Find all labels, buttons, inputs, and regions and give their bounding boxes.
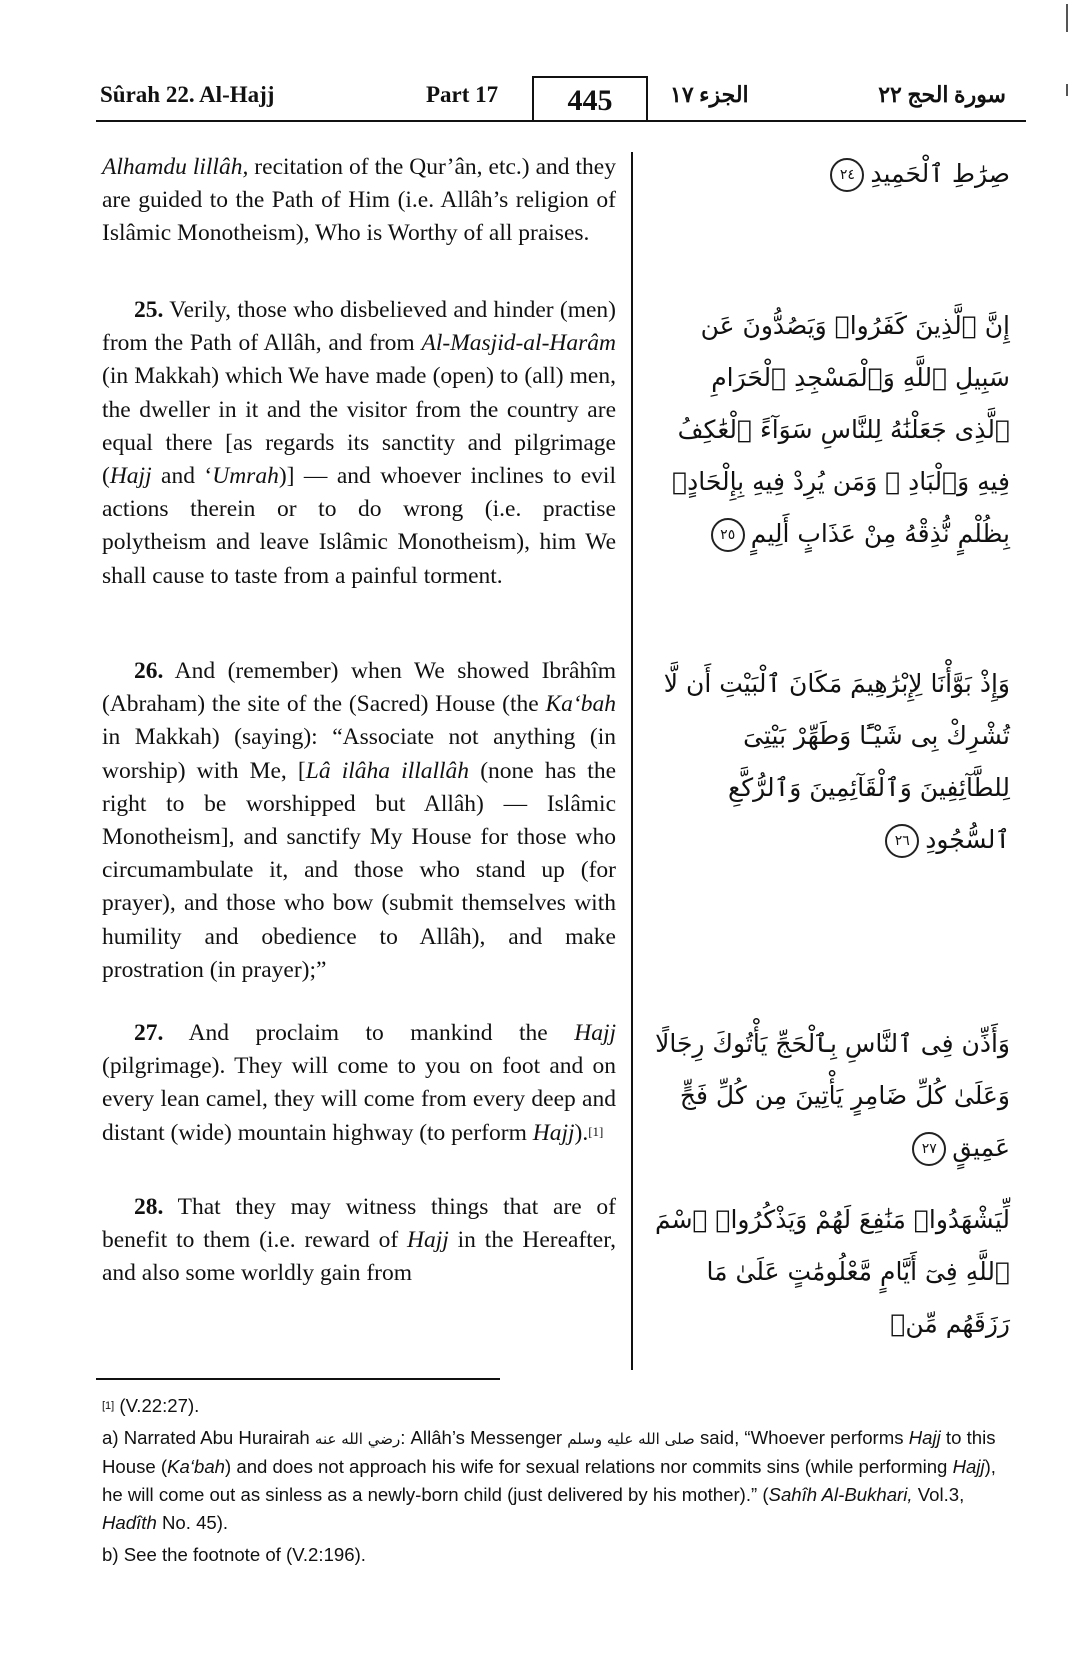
verse-text: (in Makkah) which We have made (open) to (all) men, the dweller in it and the visitor from the country are equal there [as regards its sanctity and pilgrimage ( (102, 363, 616, 490)
footnote-text: to this House ( (102, 1427, 996, 1477)
italic-term: Lâ ilâha illallâh (305, 757, 470, 784)
ayah-end-marker: ٢٧ (912, 1132, 946, 1166)
footnote-text: ), he will come out as sinless as a newly-born child (just delivered by his mother).” ( (102, 1456, 996, 1505)
verse-text: And proclaim to mankind the (163, 1020, 575, 1046)
footnote-reference: (V.22:27). (114, 1395, 200, 1416)
edge-mark (1066, 4, 1068, 32)
italic-term: Hadîth (102, 1512, 157, 1533)
verse-text: in Makkah) (saying): “Associate not anything (in worship) with Me, [ (102, 724, 616, 784)
verse-text: (pilgrimage). They will come to you on foot and on every lean camel, they will come from every deep and distant (wide) mountain highway (to perform (102, 1053, 616, 1146)
verse-28-ar (650, 1194, 1010, 1350)
ayah-end-marker: ٢٤ (830, 158, 864, 192)
italic-term: Hajj (109, 463, 152, 490)
arabic-verse-text: إِنَّ ٱلَّذِينَ كَفَرُوا۟ وَيَصُدُّونَ عَن سَبِيلِ ٱللَّهِ وَٱلْمَسْجِدِ ٱلْحَرَامِ ٱلَّذِى جَعَلْنَٰهُ لِلنَّاسِ سَوَآءً ٱلْعَٰكِفُ فِيهِ وَٱلْبَادِ ۚ وَمَن يُرِدْ فِيهِ بِإِلْحَادٍۭ بِظُلْمٍ نُّذِقْهُ مِنْ عَذَابٍ أَلِيمٍ (672, 311, 1010, 548)
footnote-a (102, 1424, 1014, 1537)
verse-26-ar (650, 658, 1010, 866)
verse-text: ). (574, 1119, 589, 1146)
italic-term: Hajj (532, 1119, 575, 1146)
footnote-ref[interactable]: [1] (588, 1123, 604, 1139)
part-label-en: Part 17 (426, 82, 499, 107)
arabic-verse-text: وَأَذِّن فِى ٱلنَّاسِ بِٱلْحَجِّ يَأْتُوكَ رِجَالًا وَعَلَىٰ كُلِّ ضَامِرٍ يَأْتِينَ مِن كُلِّ فَجٍّ عَمِيقٍ (655, 1029, 1010, 1162)
italic-term: Alhamdu lillâh, (102, 154, 249, 180)
footnote-1-heading (102, 1392, 1014, 1420)
verse-25-ar (650, 300, 1010, 560)
italic-term: Sahîh Al-Bukhari, (768, 1484, 913, 1505)
verse-text: And (remember) when We showed Ibrâhîm (Abraham) the site of the (Sacred) House (the (102, 658, 616, 718)
footnote-rule (96, 1378, 500, 1380)
footnote-text: said, “Whoever performs (694, 1427, 909, 1448)
verse-text: in the Hereafter, and also some worldly gain from (102, 1227, 616, 1287)
surah-title-ar: سورة الحج ٢٢ (878, 82, 1006, 107)
italic-term: Hajj (574, 1020, 616, 1046)
honorific-ar: رضي الله عنه (314, 1430, 401, 1448)
italic-term: Hajj (908, 1427, 941, 1448)
italic-term: Ka‘bah (167, 1456, 226, 1477)
honorific-ar: صلى الله عليه وسلم (567, 1430, 695, 1448)
verse-text: )] — and whoever inclines to evil actions therein or to do wrong (i.e. practise polytheism and leave Islâmic Monotheism), him We shall cause to taste from a painful torment. (102, 463, 616, 589)
italic-term: Umrah (212, 463, 279, 490)
ayah-end-marker: ٢٥ (711, 518, 745, 552)
footnote-text: : Allâh’s Messenger (400, 1427, 568, 1448)
italic-term: Ka‘bah (545, 691, 616, 718)
surah-title-en: Sûrah 22. Al-Hajj (100, 82, 275, 107)
footnote-marker: [1] (102, 1400, 115, 1412)
italic-term: Al-Masjid-al-Harâm (421, 330, 616, 357)
edge-mark (1066, 84, 1068, 96)
italic-term: Hajj (952, 1456, 985, 1477)
verse-26-en (102, 655, 616, 987)
footnote-b: b) See the footnote of (V.2:196). (102, 1544, 366, 1565)
verse-25-en (102, 294, 616, 593)
verse-27-ar (650, 1018, 1010, 1174)
footnote-text: Vol.3, (912, 1484, 965, 1505)
column-divider (631, 152, 633, 1370)
verse-number: 27. (134, 1020, 164, 1046)
part-label-ar: الجزء ١٧ (670, 82, 749, 107)
verse-27-en (102, 1017, 616, 1150)
verse-text: That they may witness things that are of benefit to them (i.e. reward of (102, 1194, 616, 1254)
page-number: 445 (532, 76, 648, 122)
verse-number: 25. (134, 297, 164, 323)
footnote-text: a) Narrated Abu Hurairah (102, 1427, 315, 1448)
verse-text: recitation of the Qur’ân, etc.) and they are guided to the Path of Him (i.e. Allâh’s religion of Islâmic Monotheism), Who is Worthy of all praises. (102, 154, 616, 247)
verse-text: Verily, those who disbelieved and hinder (men) from the Path of Allâh, and from (102, 297, 616, 357)
verse-number: 28. (134, 1194, 164, 1220)
page-header (96, 76, 1026, 124)
footnotes (102, 1392, 1014, 1569)
arabic-verse-text: لِّيَشْهَدُوا۟ مَنَٰفِعَ لَهُمْ وَيَذْكُرُوا۟ ٱسْمَ ٱللَّهِ فِىٓ أَيَّامٍ مَّعْلُومَٰتٍ عَلَىٰ مَا رَزَقَهُم مِّنۢ (654, 1205, 1010, 1338)
footnote-text: ) and does not approach his wife for sexual relations nor commits sins (while performing (225, 1456, 953, 1477)
verse-24-continuation-en (102, 151, 616, 251)
ayah-end-marker: ٢٦ (885, 824, 919, 858)
header-rule (96, 120, 1026, 122)
footnote-text: No. 45). (156, 1512, 229, 1533)
verse-number: 26. (134, 658, 164, 684)
arabic-verse-text: صِرَٰطِ ٱلْحَمِيدِ (870, 159, 1010, 188)
verse-text: and ‘ (151, 463, 213, 490)
verse-24-end-ar (650, 148, 1010, 200)
verse-text: (none has the right to be worshipped but Allâh) — Islâmic Monotheism], and sanctify My House for those who circumambulate it, and those who stand up (for prayer), and those who bow (submit themselves with humility and obedience to Allâh), and make prostration (in prayer);” (102, 757, 617, 983)
verse-28-en (102, 1191, 616, 1291)
arabic-verse-text: وَإِذْ بَوَّأْنَا لِإِبْرَٰهِيمَ مَكَانَ ٱلْبَيْتِ أَن لَّا تُشْرِكْ بِى شَيْـًٔا وَطَهِّرْ بَيْتِىَ لِلطَّآئِفِينَ وَٱلْقَآئِمِينَ وَٱلرُّكَّعِ ٱلسُّجُودِ (663, 669, 1010, 854)
italic-term: Hajj (407, 1227, 449, 1254)
